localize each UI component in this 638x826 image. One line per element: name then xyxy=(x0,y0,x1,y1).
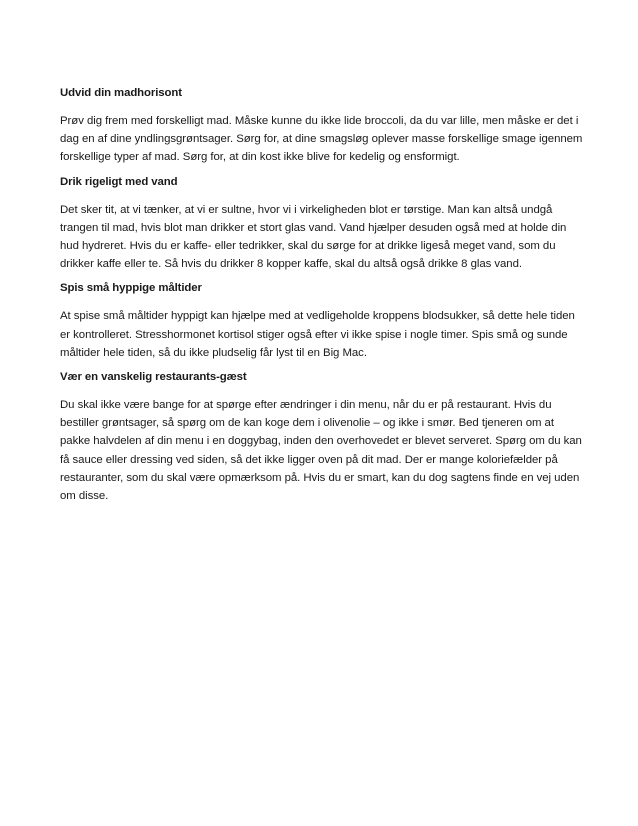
section-maaltider xyxy=(60,281,586,362)
section-madhorisont xyxy=(60,86,586,167)
section-paragraph: Du skal ikke være bange for at spørge efter ændringer i din menu, når du er på restaurant. Hvis du bestiller grøntsager, så spørg om de kan koge dem i olivenolie – og ikke i smør. Bed tjeneren om at pakke halvdelen af din menu i en doggybag, inden den overhovedet er blevet serveret. Spørg om du kan få sauce eller dressing ved siden, så det ikke ligger oven på dit mad. Der er mange koloriefælder på restauranter, som du skal være opmærksom på. Hvis du er smart, kan du dog sagtens finde en vej uden om disse. xyxy=(60,399,582,503)
document-page xyxy=(60,86,586,513)
section-paragraph: Prøv dig frem med forskelligt mad. Måske kunne du ikke lide broccoli, da du var lille, men måske er det i dag en af dine yndlingsgrøntsager. Sørg for, at dine smagsløg oplever masse forskellige smage igennem forskellige typer af mad. Sørg for, at din kost ikke blive for kedelig og ensformigt. xyxy=(60,115,583,164)
section-paragraph: Det sker tit, at vi tænker, at vi er sultne, hvor vi i virkeligheden blot er tørstige. Man kan altså undgå trangen til mad, hvis blot man drikker et stort glas vand. Vand hjælper desuden også med at holde din hud hydreret. Hvis du er kaffe- eller tedrikker, skal du sørge for at drikke ligeså meget vand, som du drikker kaffe eller te. Så hvis du drikker 8 kopper kaffe, skal du altså også drikke 8 glas vand. xyxy=(60,203,567,271)
section-heading: Spis små hyppige måltider xyxy=(60,282,202,295)
section-restaurant xyxy=(60,370,586,505)
section-paragraph: At spise små måltider hyppigt kan hjælpe med at vedligeholde kroppens blodsukker, så dette hele tiden er kontrolleret. Stresshormonet kortisol stiger også efter vi ikke spise i nogle timer. Spis små og sunde måltider hele tiden, så du ikke pludselig får lyst til en Big Mac. xyxy=(60,310,575,359)
section-heading: Vær en vanskelig restaurants-gæst xyxy=(60,371,247,384)
section-heading: Drik rigeligt med vand xyxy=(60,175,178,188)
section-heading: Udvid din madhorisont xyxy=(60,87,182,99)
section-vand xyxy=(60,175,586,274)
